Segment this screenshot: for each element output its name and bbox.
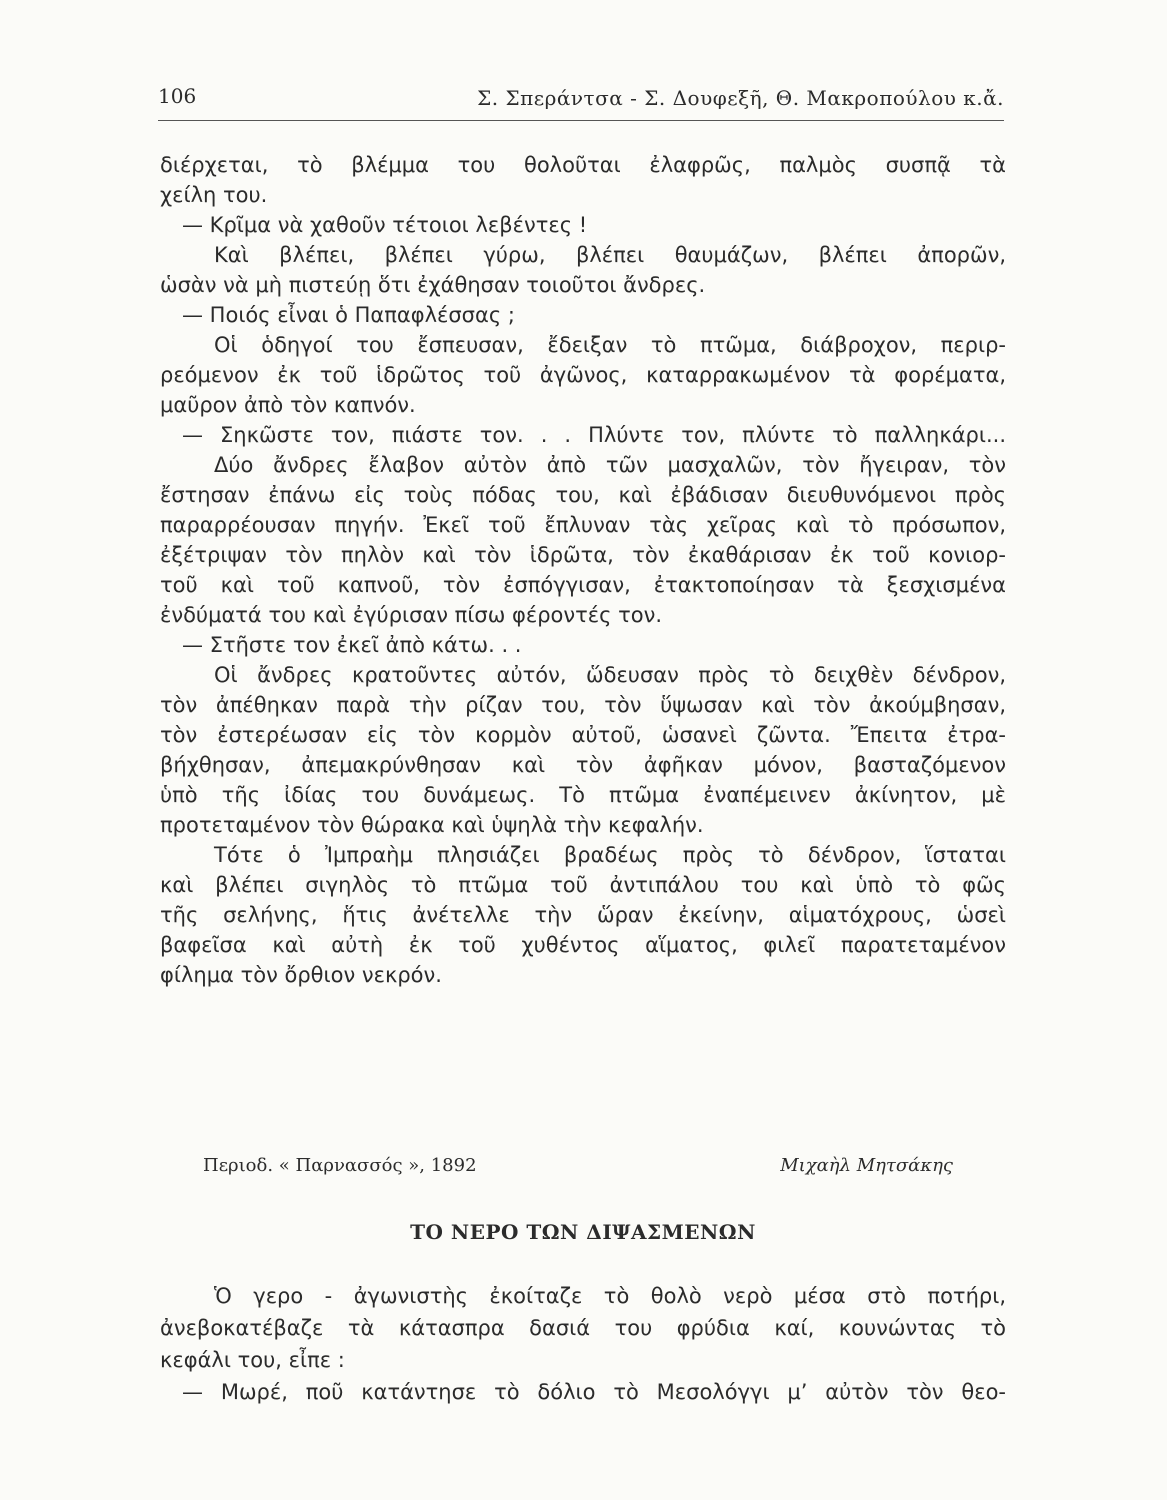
dialogue-line: — Σηκῶστε τον, πιάστε τον. . . Πλύντε τον, πλύντε τὸ παλληκάρι... [182,423,1006,447]
dialogue-line: — Μωρέ, ποῦ κατάντησε τὸ δόλιο τὸ Μεσολόγγι μ’ αὐτὸν τὸν θεο- [182,1380,1006,1404]
author-name: Μιχαὴλ Μητσάκης [780,1155,953,1176]
text-line: ὡσὰν νὰ μὴ πιστεύῃ ὅτι ἐχάθησαν τοιοῦτοι ἄνδρες. [160,273,706,297]
passage-1 [160,150,1006,990]
text-line: ρεόμενον ἐκ τοῦ ἱδρῶτος τοῦ ἀγῶνος, καταρρακωμένον τὰ φορέματα, [160,363,1006,387]
text-line: Οἱ ὁδηγοί του ἔσπευσαν, ἔδειξαν τὸ πτῶμα, διάβροχον, περιρ- [214,333,1006,357]
text-line: καὶ βλέπει σιγηλὸς τὸ πτῶμα τοῦ ἀντιπάλου του καὶ ὑπὸ τὸ φῶς [160,873,1006,897]
text-line: βαφεῖσα καὶ αὐτὴ ἐκ τοῦ χυθέντος αἵματος, φιλεῖ παρατεταμένον [160,933,1006,957]
text-line: τῆς σελήνης, ἥτις ἀνέτελλε τὴν ὥραν ἐκείνην, αἱματόχρους, ὡσεὶ [160,903,1006,927]
text-line: βήχθησαν, ἀπεμακρύνθησαν καὶ τὸν ἀφῆκαν μόνον, βασταζόμενον [160,753,1006,777]
text-line: ἀνεβοκατέβαζε τὰ κάτασπρα δασιά του φρύδια καί, κουνώντας τὸ [160,1316,1006,1340]
text-line: παραρρέουσαν πηγήν. Ἐκεῖ τοῦ ἔπλυναν τὰς χεῖρας καὶ τὸ πρόσωπον, [160,513,1006,537]
text-line: Ὁ γερο - ἀγωνιστὴς ἐκοίταζε τὸ θολὸ νερὸ μέσα στὸ ποτήρι, [214,1284,1006,1308]
text-line: ὑπὸ τῆς ἰδίας του δυνάμεως. Τὸ πτῶμα ἐναπέμεινεν ἀκίνητον, μὲ [160,783,1006,807]
text-line: διέρχεται, τὸ βλέμμα του θολοῦται ἐλαφρῶς, παλμὸς συσπᾷ τὰ [160,153,1006,177]
text-line: χείλη του. [160,183,268,207]
text-line: κεφάλι του, εἶπε : [160,1348,345,1372]
text-line: Οἱ ἄνδρες κρατοῦντες αὐτόν, ὥδευσαν πρὸς τὸ δειχθὲν δένδρον, [214,663,1006,687]
text-line: ἐνδύματά του καὶ ἐγύρισαν πίσω φέροντές τον. [160,603,663,627]
dialogue-line: — Κρῖμα νὰ χαθοῦν τέτοιοι λεβέντες ! [182,213,588,237]
text-line: τὸν ἐστερέωσαν εἰς τὸν κορμὸν αὐτοῦ, ὡσανεὶ ζῶντα. Ἔπειτα ἐτρα- [160,723,1006,747]
text-line: Καὶ βλέπει, βλέπει γύρω, βλέπει θαυμάζων, βλέπει ἀπορῶν, [214,243,1006,267]
passage-2 [160,1280,1006,1408]
dialogue-line: — Ποιός εἶναι ὁ Παπαφλέσσας ; [182,303,515,327]
page-number: 106 [158,84,197,108]
text-line: ἐξέτριψαν τὸν πηλὸν καὶ τὸν ἱδρῶτα, τὸν ἐκαθάρισαν ἐκ τοῦ κονιορ- [160,543,1006,567]
text-line: τοῦ καὶ τοῦ καπνοῦ, τὸν ἐσπόγγισαν, ἐτακτοποίησαν τὰ ξεσχισμένα [160,573,1006,597]
text-line: Τότε ὁ Ἰμπραὴμ πλησιάζει βραδέως πρὸς τὸ δένδρον, ἵσταται [214,843,1006,867]
header-rule [158,120,1004,121]
text-line: μαῦρον ἀπὸ τὸν καπνόν. [160,393,416,417]
text-line: προτεταμένον τὸν θώρακα καὶ ὑψηλὰ τὴν κεφαλήν. [160,813,704,837]
page-header [158,78,1004,118]
running-title: Σ. Σπεράντσα - Σ. Δουφεξῆ, Θ. Μακροπούλου κ.ἄ. [477,86,1004,110]
section-title: ΤΟ ΝΕΡΟ ΤΩΝ ΔΙΨΑΣΜΕΝΩΝ [410,1220,756,1244]
text-line: φίλημα τὸν ὄρθιον νεκρόν. [160,963,442,987]
source-citation: Περιοδ. « Παρνασσός », 1892 [203,1155,477,1176]
dialogue-line: — Στῆστε τον ἐκεῖ ἀπὸ κάτω. . . [182,633,522,657]
text-line: ἔστησαν ἐπάνω εἰς τοὺς πόδας του, καὶ ἐβάδισαν διευθυνόμενοι πρὸς [160,483,1006,507]
text-line: τὸν ἀπέθηκαν παρὰ τὴν ρίζαν του, τὸν ὕψωσαν καὶ τὸν ἀκούμβησαν, [160,693,1006,717]
text-line: Δύο ἄνδρες ἔλαβον αὐτὸν ἀπὸ τῶν μασχαλῶν, τὸν ἤγειραν, τὸν [214,453,1006,477]
